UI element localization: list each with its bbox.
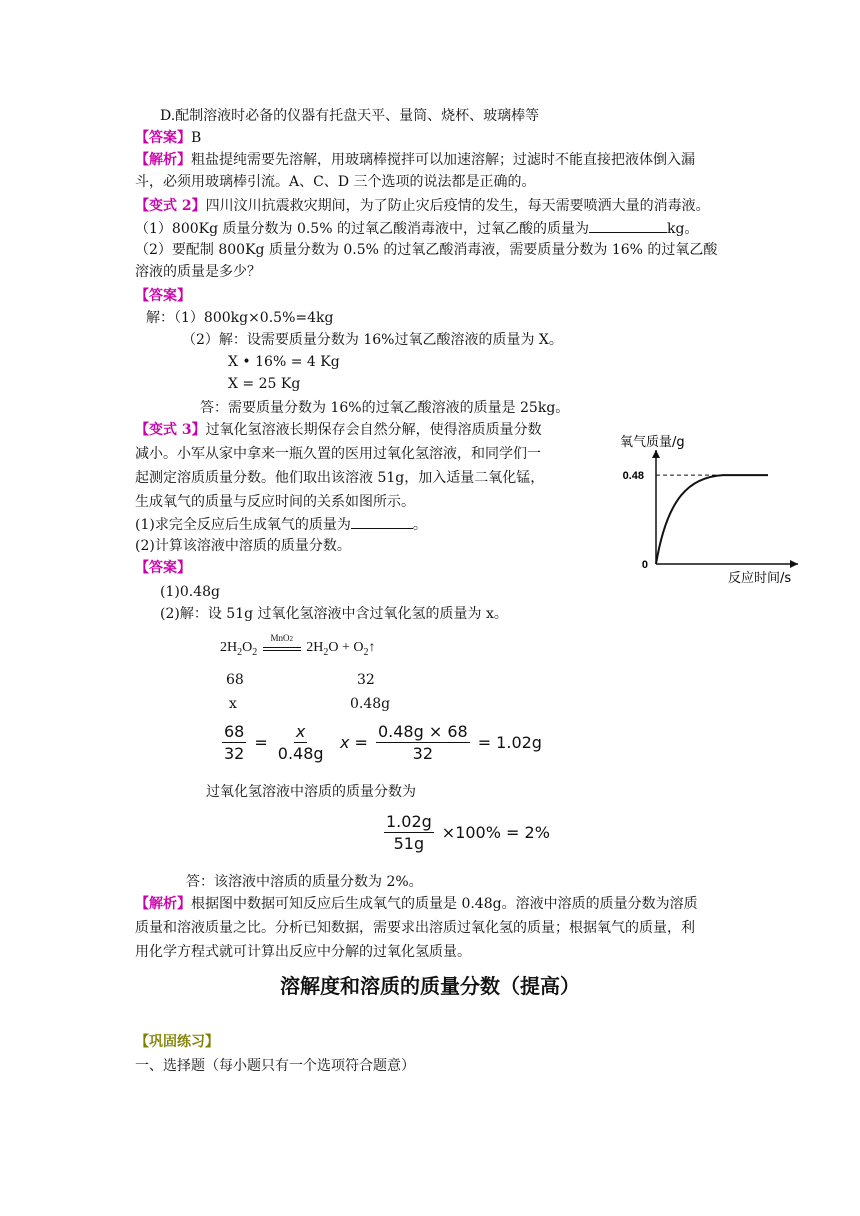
chemical-equation <box>220 633 376 658</box>
variant-3-line-4: 生成氧气的质量与反应时间的关系如图所示。 <box>135 494 415 510</box>
answer-2-line-2: （2）解：设需要质量分数为 16%过氧乙酸溶液的质量为 X。 <box>182 332 563 348</box>
variant-3-line-3: 起测定溶质质量分数。他们取出该溶液 51g，加入适量二氧化锰， <box>135 470 545 486</box>
answer-value: B <box>191 130 202 146</box>
mr-o2: 32 <box>357 672 375 688</box>
explanation-3-line-1 <box>135 894 698 914</box>
fraction-calc <box>376 722 470 763</box>
product-o: O + O <box>328 640 364 655</box>
answer-3-line-2: (2)解：设 51g 过氧化氢溶液中含过氧化氢的质量为 x。 <box>160 606 508 622</box>
variant-2-q2-line-2: 溶液的质量是多少？ <box>135 264 261 280</box>
y-axis-arrow <box>652 450 660 458</box>
reactant-h: 2H <box>220 640 238 655</box>
percentage-calc <box>380 812 550 853</box>
sub-2c: 2 <box>323 646 329 658</box>
var-o2: 0.48g <box>350 696 391 712</box>
reactant-o: O <box>242 640 253 655</box>
numerator: 68 <box>224 722 245 741</box>
q1-end: 。 <box>412 517 427 533</box>
explanation-3-line-2: 质量和溶液质量之比。分析已知数据，需要求出溶质过氧化氢的质量；根据氧气的质量，利 <box>135 920 695 936</box>
explanation-text: 粗盐提纯需要先溶解，用玻璃棒搅拌可以加速溶解；过滤时不能直接把液体倒入漏 <box>191 152 695 168</box>
oxygen-mass-chart <box>608 430 818 590</box>
variant-3-line-2: 减小。小军从家中拿来一瓶久置的医用过氧化氢溶液，和同学们一 <box>135 446 541 462</box>
answer-2-line-1: 解：（1）800kg×0.5%=4kg <box>146 310 334 326</box>
practice-tag <box>135 1032 219 1052</box>
catalyst <box>263 633 301 643</box>
answer-2-line-4: X = 25 Kg <box>228 376 301 392</box>
catalyst-sub: 2 <box>289 635 293 643</box>
variant-2-tag: 【变式 2】 <box>135 198 206 214</box>
answer-2-tag <box>135 286 191 306</box>
fraction-pct <box>384 812 434 853</box>
variant-3-q2: (2)计算该溶液中溶质的质量分数。 <box>135 538 351 554</box>
answer-3-line-3: 过氧化氢溶液中溶质的质量分数为 <box>206 784 416 800</box>
reaction-arrow <box>263 633 301 651</box>
variant-3-tag: 【变式 3】 <box>135 422 206 438</box>
q1-text: (1)求完全反应后生成氧气的质量为 <box>135 517 351 533</box>
practice-section: 一、选择题（每小题只有一个选项符合题意） <box>135 1058 415 1074</box>
fraction-x-048 <box>276 722 326 763</box>
y-tick-label: 0.48 <box>622 470 644 483</box>
result: = 1.02g <box>477 733 542 752</box>
numerator: x <box>295 722 306 741</box>
section-title: 溶解度和溶质的质量分数（提高） <box>280 974 580 998</box>
answer-tag: 【答案】 <box>135 288 191 304</box>
answer-2-conclusion: 答：需要质量分数为 16%的过氧乙酸溶液的质量是 25kg。 <box>200 400 570 416</box>
explanation-tag: 【解析】 <box>135 896 191 912</box>
answer-3-tag <box>135 558 191 578</box>
sub-2: 2 <box>237 646 243 658</box>
variant-3-text: 过氧化氢溶液长期保存会自然分解，使得溶质质量分数 <box>205 422 542 438</box>
mr-h2o2: 68 <box>226 672 244 688</box>
variant-3-q1 <box>135 514 427 535</box>
answer-1 <box>135 128 201 148</box>
oxygen-curve <box>656 475 768 564</box>
numerator: 0.48g × 68 <box>377 722 468 741</box>
answer-tag: 【答案】 <box>135 130 191 146</box>
x-label: x = <box>340 733 368 752</box>
option-d: D.配制溶液时必备的仪器有托盘天平、量筒、烧杯、玻璃棒等 <box>160 108 540 124</box>
product-h: 2H <box>306 640 324 655</box>
answer-3-conclusion: 答：该溶液中溶质的质量分数为 2%。 <box>186 874 423 890</box>
answer-tag: 【答案】 <box>135 560 191 576</box>
sub-2d: 2 <box>363 646 369 658</box>
y-axis-label: 氧气质量/g <box>620 435 685 450</box>
gas-arrow: ↑ <box>368 640 376 655</box>
x-axis-arrow <box>790 560 798 568</box>
answer-3-line-1: (1)0.48g <box>160 584 220 600</box>
explanation-tag: 【解析】 <box>135 152 191 168</box>
explanation-1-line-2: 斗，必须用玻璃棒引流。A、C、D 三个选项的说法都是正确的。 <box>135 174 536 190</box>
denominator: 51g <box>393 834 425 853</box>
answer-blank <box>351 514 413 529</box>
calculation-x <box>340 722 542 763</box>
proportion <box>218 722 330 763</box>
variant-2-text: 四川汶川抗震救灾期间，为了防止灾后疫情的发生，每天需要喷洒大量的消毒液。 <box>205 198 710 214</box>
chart-svg <box>608 430 818 590</box>
origin-label: 0 <box>641 559 648 571</box>
equals: = <box>254 733 268 752</box>
pct-result: ×100% = 2% <box>441 823 550 842</box>
explanation-1-line-1 <box>135 150 695 170</box>
sub-2b: 2 <box>252 646 258 658</box>
explanation-text: 根据图中数据可知反应后生成氧气的质量是 0.48g。溶液中溶质的质量分数为溶质 <box>191 896 698 912</box>
denominator: 32 <box>412 744 433 763</box>
x-axis-label: 反应时间/s <box>728 571 792 586</box>
fraction-68-32 <box>222 722 246 763</box>
denominator: 0.48g <box>277 744 324 763</box>
answer-2-line-3: X • 16% = 4 Kg <box>228 354 340 370</box>
catalyst-text: MnO <box>270 633 290 643</box>
var-x: x <box>229 696 237 712</box>
numerator: 1.02g <box>386 812 432 831</box>
variant-2-q1 <box>135 218 698 239</box>
explanation-3-line-3: 用化学方程式就可计算出反应中分解的过氧化氢质量。 <box>135 944 471 960</box>
practice-label: 【巩固练习】 <box>135 1034 219 1050</box>
variant-3-line-1 <box>135 420 542 440</box>
variant-2-q2-line-1: （2）要配制 800Kg 质量分数为 0.5% 的过氧乙酸消毒液，需要质量分数为 16% 的过氧乙酸 <box>135 242 718 258</box>
q1-unit: kg。 <box>666 221 699 237</box>
double-line <box>263 647 301 651</box>
variant-2-intro <box>135 196 710 216</box>
q1-text: （1）800Kg 质量分数为 0.5% 的过氧乙酸消毒液中，过氧乙酸的质量为 <box>135 221 589 237</box>
answer-blank <box>589 218 667 233</box>
denominator: 32 <box>224 744 245 763</box>
